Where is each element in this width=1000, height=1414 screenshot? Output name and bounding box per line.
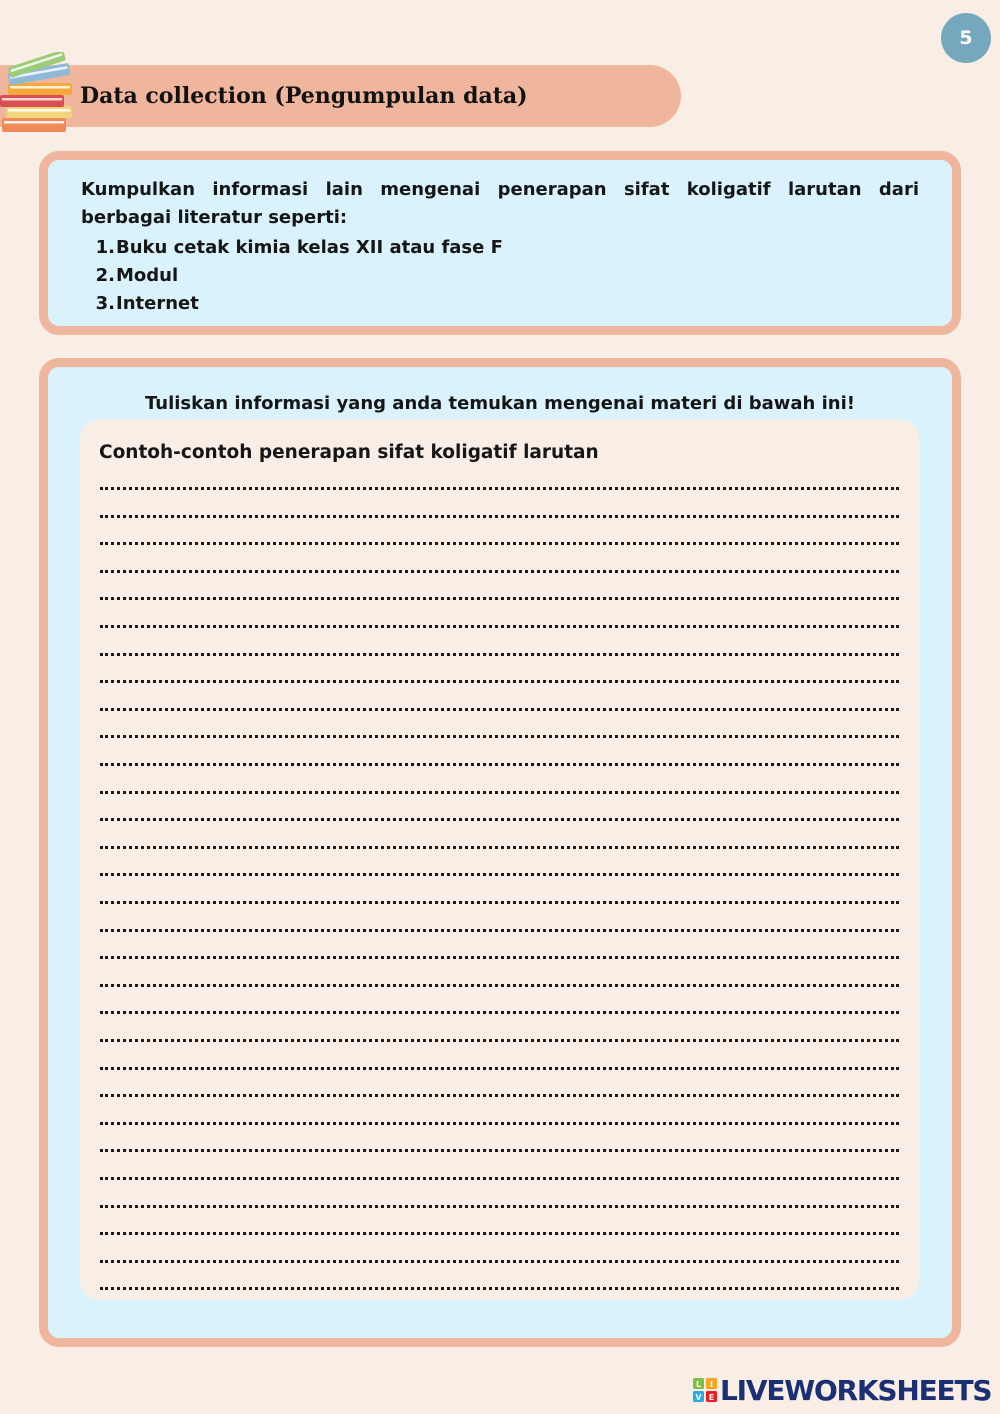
prompt-text: Tuliskan informasi yang anda temukan mengenai materi di bawah ini! [144, 393, 856, 414]
answer-line[interactable] [100, 1232, 899, 1235]
answer-line[interactable] [100, 929, 899, 932]
liveworksheets-logo [693, 1375, 991, 1405]
svg-text:I: I [710, 1380, 713, 1389]
svg-text:V: V [695, 1393, 702, 1402]
answer-line[interactable] [100, 653, 899, 656]
instruction-text: Kumpulkan informasi lain mengenai penerapan sifat koligatif larutan dari berbagai literatur seperti: [81, 179, 919, 228]
answer-line[interactable] [100, 1149, 899, 1152]
answer-line[interactable] [100, 625, 899, 628]
answer-line[interactable] [100, 1011, 899, 1014]
section-header [0, 65, 681, 127]
page-number-badge: 5 [941, 13, 991, 63]
answer-line[interactable] [100, 791, 899, 794]
answer-line[interactable] [100, 1260, 899, 1263]
answer-line[interactable] [100, 873, 899, 876]
answer-line[interactable] [100, 901, 899, 904]
answer-line[interactable] [100, 984, 899, 987]
svg-text:L: L [695, 1380, 702, 1389]
answer-line[interactable] [100, 515, 899, 518]
answer-line[interactable] [100, 708, 899, 711]
answer-line[interactable] [100, 846, 899, 849]
source-list [95, 234, 503, 318]
answer-line[interactable] [100, 1205, 899, 1208]
svg-text:E: E [708, 1393, 715, 1402]
answer-line[interactable] [100, 818, 899, 821]
answer-line[interactable] [100, 1177, 899, 1180]
list-item: 1. Buku cetak kimia kelas XII atau fase F [95, 237, 503, 258]
liveworksheets-logo-icon [693, 1378, 717, 1402]
answer-line[interactable] [100, 763, 899, 766]
section-title: Data collection (Pengumpulan data) [80, 83, 528, 109]
answer-area[interactable] [80, 419, 919, 1300]
answer-line[interactable] [100, 487, 899, 490]
list-item: 3. Internet [95, 293, 199, 314]
info-box [39, 151, 961, 335]
answer-line[interactable] [100, 735, 899, 738]
answer-line[interactable] [100, 1122, 899, 1125]
list-item: 2. Modul [95, 265, 179, 286]
answer-line[interactable] [100, 570, 899, 573]
answer-line[interactable] [100, 1287, 899, 1290]
answer-line[interactable] [100, 1067, 899, 1070]
books-stack-icon [0, 52, 78, 140]
answer-heading: Contoh-contoh penerapan sifat koligatif larutan [99, 442, 599, 463]
answer-line[interactable] [100, 542, 899, 545]
answer-line[interactable] [100, 956, 899, 959]
answer-line[interactable] [100, 597, 899, 600]
answer-line[interactable] [100, 1094, 899, 1097]
answer-line[interactable] [100, 680, 899, 683]
answer-box [39, 358, 961, 1347]
answer-line[interactable] [100, 1039, 899, 1042]
logo-text: LIVEWORKSHEETS [720, 1373, 992, 1407]
